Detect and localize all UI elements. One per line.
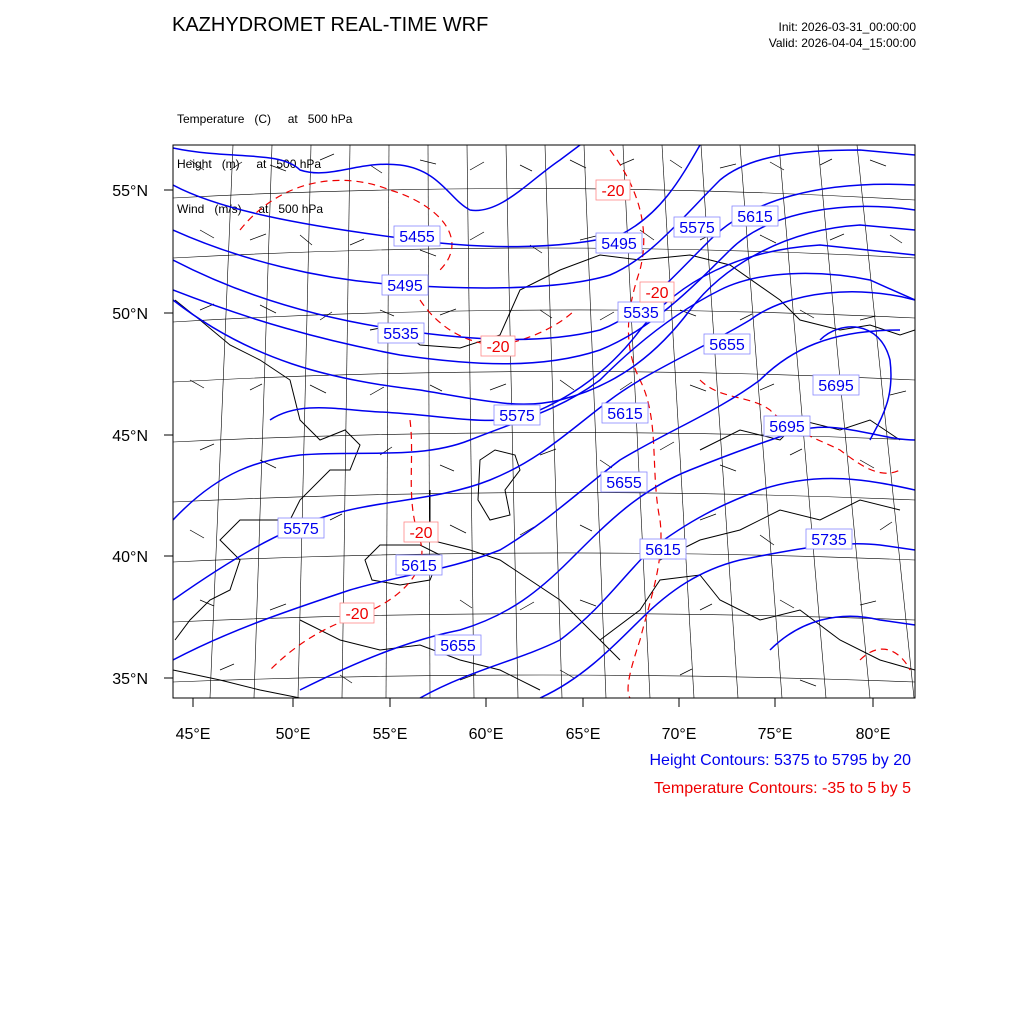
lat-label-50: 50°N xyxy=(112,306,148,323)
height-label xyxy=(378,323,424,343)
lon-label-80: 80°E xyxy=(855,726,891,743)
lat-label-35: 35°N xyxy=(112,671,148,688)
coastlines xyxy=(173,255,915,698)
temperature-contour-legend: Temperature Contours: -35 to 5 by 5 xyxy=(653,780,911,797)
height-label xyxy=(435,635,481,655)
height-label xyxy=(640,539,686,559)
valid-time: Valid: 2026-04-04_15:00:00 xyxy=(768,36,916,50)
lon-label-45: 45°E xyxy=(175,726,211,743)
height-label xyxy=(494,405,540,425)
svg-text:-20: -20 xyxy=(601,183,625,200)
svg-text:5455: 5455 xyxy=(399,229,435,246)
svg-text:5695: 5695 xyxy=(818,378,854,395)
height-label xyxy=(596,233,642,253)
svg-text:5535: 5535 xyxy=(623,305,659,322)
height-label xyxy=(394,226,440,246)
svg-text:5615: 5615 xyxy=(607,406,643,423)
wind-field: Wind (m/s) at 500 hPa xyxy=(177,202,324,216)
height-label xyxy=(602,403,648,423)
lon-label-55: 55°E xyxy=(372,726,408,743)
height-label xyxy=(618,302,664,322)
svg-text:5615: 5615 xyxy=(645,542,681,559)
height-label xyxy=(674,217,720,237)
lat-label-40: 40°N xyxy=(112,549,148,566)
height-label xyxy=(396,555,442,575)
svg-text:5495: 5495 xyxy=(387,278,423,295)
lat-label-45: 45°N xyxy=(112,428,148,445)
temperature-label xyxy=(640,282,674,302)
svg-text:5575: 5575 xyxy=(283,521,319,538)
svg-text:5655: 5655 xyxy=(709,337,745,354)
svg-text:5735: 5735 xyxy=(811,532,847,549)
temperature-label xyxy=(596,180,630,200)
svg-text:5655: 5655 xyxy=(606,475,642,492)
height-label xyxy=(382,275,428,295)
axis-ticks xyxy=(164,190,873,707)
svg-text:5575: 5575 xyxy=(499,408,535,425)
lon-label-75: 75°E xyxy=(757,726,793,743)
svg-text:5575: 5575 xyxy=(679,220,715,237)
svg-text:-20: -20 xyxy=(486,339,510,356)
temperature-label xyxy=(404,522,438,542)
svg-text:5535: 5535 xyxy=(383,326,419,343)
height-label xyxy=(278,518,324,538)
height-field: Height (m) at 500 hPa xyxy=(177,157,322,171)
svg-text:-20: -20 xyxy=(345,606,369,623)
svg-text:5615: 5615 xyxy=(401,558,437,575)
height-label xyxy=(601,472,647,492)
height-contour-labels xyxy=(278,206,859,655)
lat-label-55: 55°N xyxy=(112,183,148,200)
svg-text:5495: 5495 xyxy=(601,236,637,253)
lon-label-65: 65°E xyxy=(565,726,601,743)
svg-text:5695: 5695 xyxy=(769,419,805,436)
height-label xyxy=(704,334,750,354)
height-label xyxy=(764,416,810,436)
svg-text:5655: 5655 xyxy=(440,638,476,655)
temperature-field: Temperature (C) at 500 hPa xyxy=(177,112,353,126)
lon-label-50: 50°E xyxy=(275,726,311,743)
temperature-label xyxy=(340,603,374,623)
lon-label-70: 70°E xyxy=(661,726,697,743)
svg-text:-20: -20 xyxy=(409,525,433,542)
svg-text:-20: -20 xyxy=(645,285,669,302)
height-label xyxy=(732,206,778,226)
temperature-label xyxy=(481,336,515,356)
init-time: Init: 2026-03-31_00:00:00 xyxy=(778,20,916,34)
svg-text:5615: 5615 xyxy=(737,209,773,226)
height-label xyxy=(813,375,859,395)
lon-label-60: 60°E xyxy=(468,726,504,743)
height-contour-legend: Height Contours: 5375 to 5795 by 20 xyxy=(649,752,911,769)
height-label xyxy=(806,529,852,549)
map-title: KAZHYDROMET REAL-TIME WRF xyxy=(172,14,489,36)
